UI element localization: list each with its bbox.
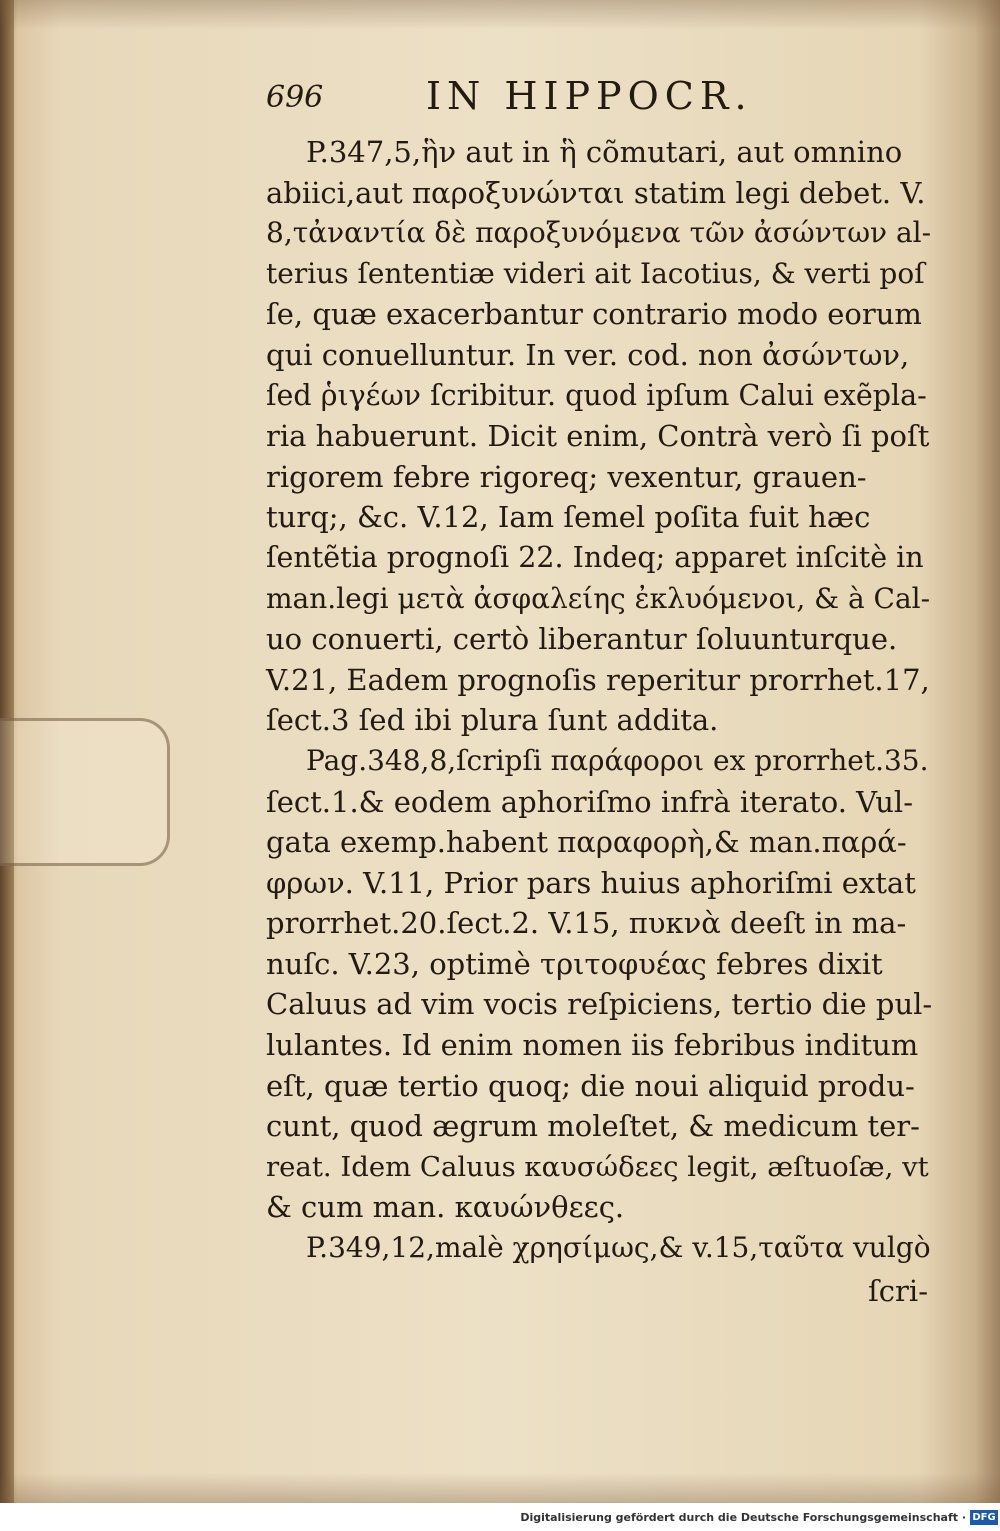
text-line: ſed ῥιγέων ſcribitur. quod ipſum Calui exẽpla- — [266, 378, 927, 412]
funding-credit: Digitalisierung gefördert durch die Deutsche Forschungsgemeinschaft · — [520, 1511, 966, 1524]
text-line: rigorem febre rigoreq; vexentur, grauen- — [266, 459, 867, 494]
text-line: eſt, quæ tertio quoq; die noui aliquid produ- — [266, 1068, 915, 1103]
page-shadow-bottom — [0, 1473, 1000, 1503]
text-line: V.21, Eadem prognoſis reperitur prorrhet.17, — [266, 662, 930, 697]
text-line: lulantes. Id enim nomen iis febribus inditum — [266, 1028, 919, 1063]
text-line: ria habuerunt. Dicit enim, Contrà verò ſi poſt — [266, 419, 930, 454]
page-header — [266, 74, 786, 124]
text-line: ſentẽtia prognoſi 22. Indeq; apparet inſcitè in — [266, 540, 924, 574]
text-line: & cum man. καυώνθεες. — [266, 1190, 625, 1225]
page-clip — [0, 718, 170, 866]
catchword: ſcri- — [868, 1273, 928, 1308]
text-line: turq;, &c. V.12, Iam ſemel poſita fuit hæc — [266, 500, 871, 535]
text-line: P.349,12,malè χρησίμως,& v.15,ταῦτα vulgò — [306, 1231, 931, 1265]
dfg-logo: DFG — [970, 1510, 998, 1525]
text-line: qui conuelluntur. In ver. cod. non ἀσώντων, — [266, 337, 910, 372]
text-line: gata exemp.habent παραφορὴ,& man.παρά- — [266, 825, 907, 860]
running-title: IN HIPPOCR. — [426, 74, 753, 118]
text-line: abiici,aut παροξυνώνται statim legi debet. V. — [266, 175, 926, 210]
digitization-footer — [0, 1503, 1000, 1531]
text-line: P.347,5,ἣν aut in ἣ cõmutari, aut omnino — [306, 135, 903, 169]
text-line: ſe, quæ exacerbantur contrario modo eorum — [266, 297, 922, 332]
text-line: ſect.1.& eodem aphoriſmo infrà iterato. Vul- — [266, 784, 913, 819]
text-line: reat. Idem Caluus καυσώδεες legit, æſtuoſæ, vt — [266, 1150, 929, 1183]
text-line: prorrhet.20.ſect.2. V.15, πυκνὰ deeſt in ma- — [266, 906, 907, 941]
text-line: terius ſententiæ videri ait Iacotius, & verti poſ — [266, 256, 925, 290]
text-line: man.legi μετὰ ἀσφαλείης ἐκλυόμενοι, & à Cal- — [266, 581, 931, 615]
text-line: ſect.3 ſed ibi plura ſunt addita. — [266, 703, 719, 738]
text-line: 8,τἀναντία δὲ παροξυνόμενα τῶν ἀσώντων al- — [266, 216, 932, 250]
text-line: cunt, quod ægrum moleſtet, & medicum ter- — [266, 1109, 920, 1144]
page-number: 696 — [266, 80, 324, 115]
text-line: Caluus ad vim vocis reſpiciens, tertio die pul- — [266, 987, 933, 1022]
text-line: Pag.348,8,ſcripſi παράφοροι ex prorrhet.35. — [306, 743, 929, 777]
text-line: φρων. V.11, Prior pars huius aphoriſmi extat — [266, 865, 916, 900]
page-shadow-top — [0, 0, 1000, 30]
text-block — [266, 132, 932, 1313]
text-line: nuſc. V.23, optimè τριτοφυέας febres dixit — [266, 946, 883, 981]
text-line: uo conuerti, certò liberantur ſoluunturque. — [266, 622, 898, 657]
